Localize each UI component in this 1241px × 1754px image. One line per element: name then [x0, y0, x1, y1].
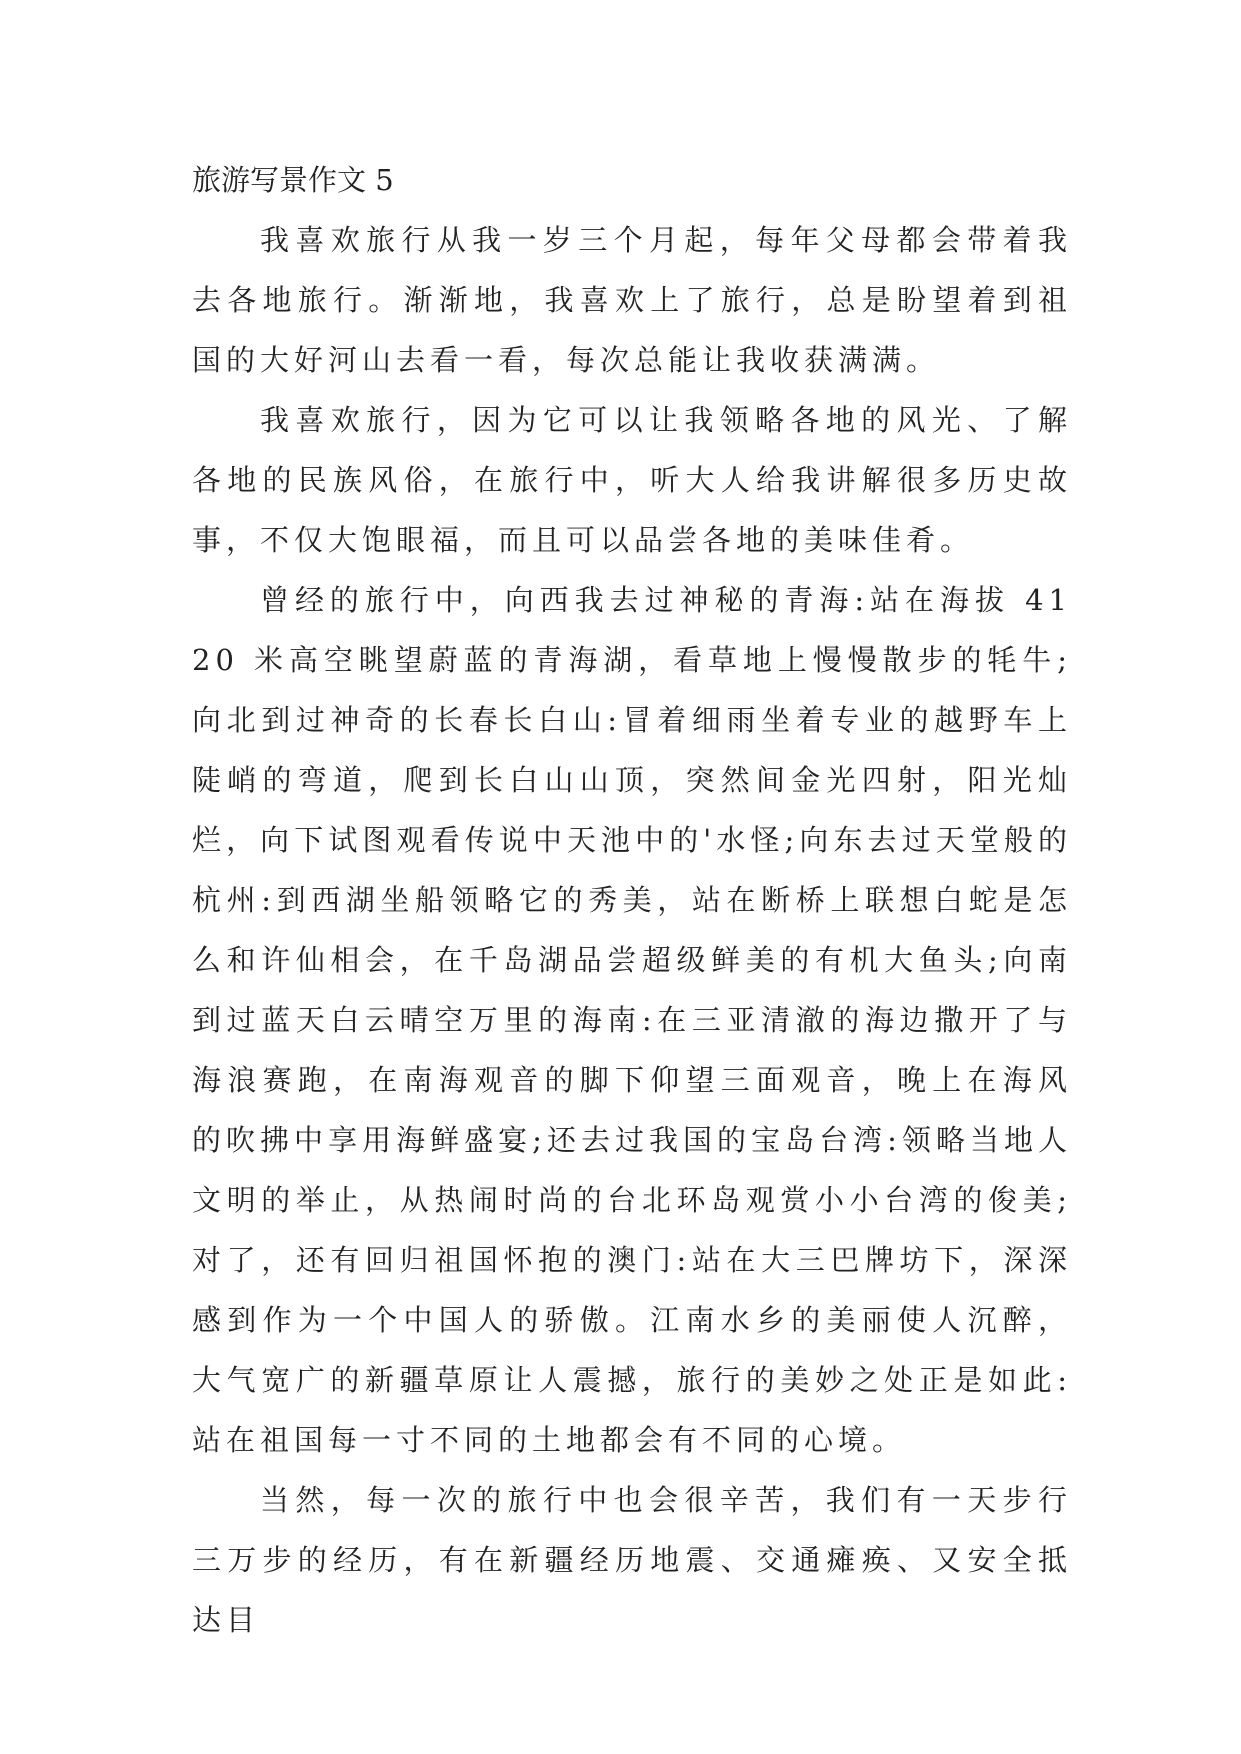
paragraph-3: 曾经的旅行中，向西我去过神秘的青海:站在海拔 4120 米高空眺望蔚蓝的青海湖，看草地上慢慢散步的牦牛;向北到过神奇的长春长白山:冒着细雨坐着专业的越野车上陡峭的弯道，爬到长白山山顶，突然间金光四射，阳光灿烂，向下试图观看传说中天池中的'水怪;向东去过天堂般的杭州:到西湖坐船领略它的秀美，站在断桥上联想白蛇是怎么和许仙相会，在千岛湖品尝超级鲜美的有机大鱼头;向南到过蓝天白云晴空万里的海南:在三亚清澈的海边撒开了与海浪赛跑，在南海观音的脚下仰望三面观音，晚上在海风的吹拂中享用海鲜盛宴;还去过我国的宝岛台湾:领略当地人文明的举止，从热闹时尚的台北环岛观赏小小台湾的俊美;对了，还有回归祖国怀抱的澳门:站在大三巴牌坊下，深深感到作为一个中国人的骄傲。江南水乡的美丽使人沉醉，大气宽广的新疆草原让人震撼，旅行的美妙之处正是如此:站在祖国每一寸不同的土地都会有不同的心境。 [192, 583, 1072, 1457]
paragraph-1: 我喜欢旅行从我一岁三个月起，每年父母都会带着我去各地旅行。渐渐地，我喜欢上了旅行，总是盼望着到祖国的大好河山去看一看，每次总能让我收获满满。 [192, 223, 1072, 377]
paragraph-4: 当然，每一次的旅行中也会很辛苦，我们有一天步行三万步的经历，有在新疆经历地震、交通瘫痪、又安全抵达目 [192, 1483, 1072, 1637]
document-title: 旅游写景作文 5 [192, 163, 394, 197]
document-body [192, 150, 1072, 1650]
paragraph-2: 我喜欢旅行，因为它可以让我领略各地的风光、了解各地的民族风俗，在旅行中，听大人给我讲解很多历史故事，不仅大饱眼福，而且可以品尝各地的美味佳肴。 [192, 403, 1072, 557]
